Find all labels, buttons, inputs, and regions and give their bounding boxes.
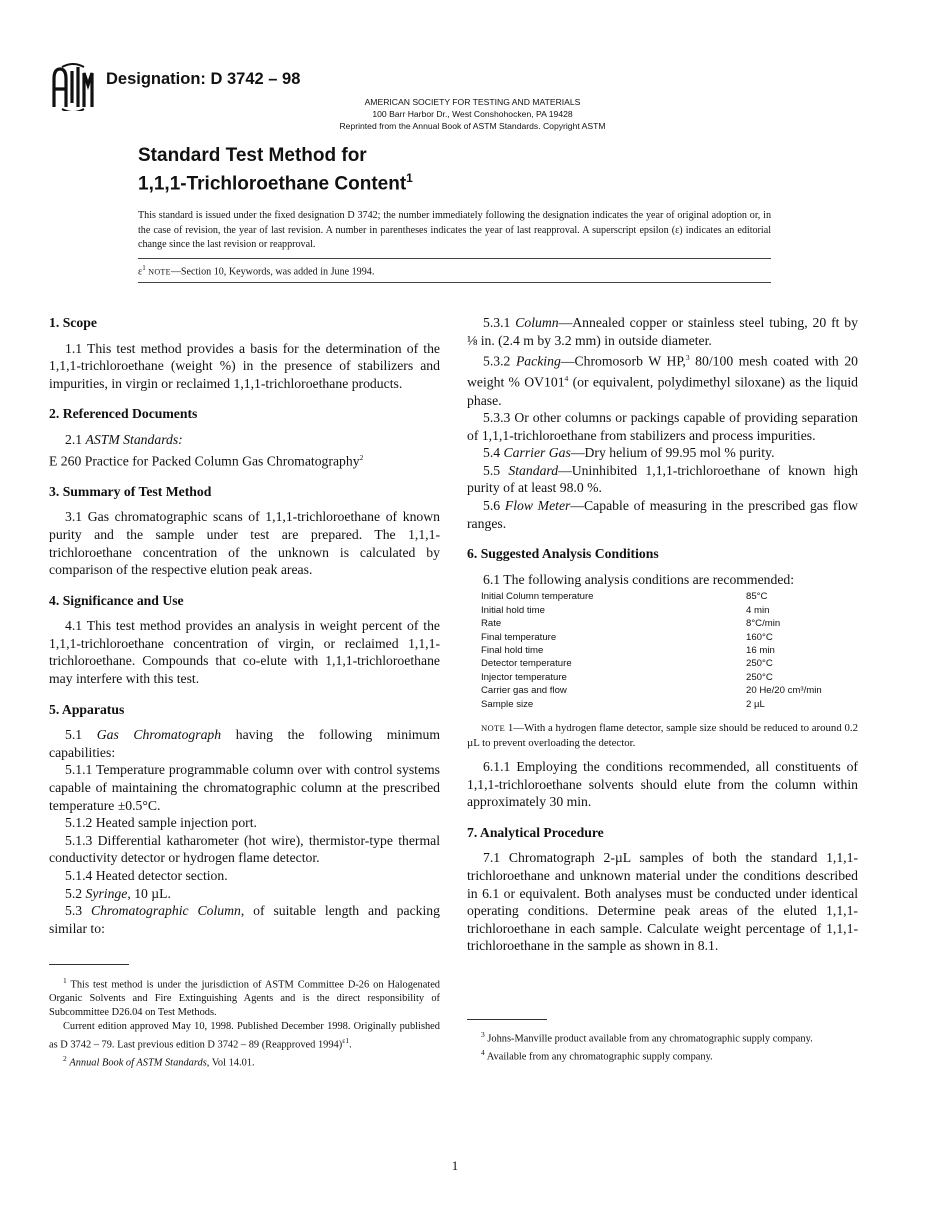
paragraph: 5.3.1 Column—Annealed copper or stainless steel tubing, 20 ft by ⅛ in. (2.4 m by 3.2 mm) in outside diameter. [467,315,858,348]
condition-value: 16 min [746,645,775,657]
title-line-1: Standard Test Method for [138,145,367,166]
footnote: Current edition approved May 10, 1998. Published December 1998. Originally published as D 3742 – 79. Last previous edition D 3742 – 89 (Reapproved 1994)$^{\varepsilon 1}$. [49,1020,440,1051]
title-line-2: 1,1,1-Trichloroethane Content [138,173,407,195]
paragraph: 5.1 Gas Chromatograph having the following minimum capabilities: [49,727,441,760]
paragraph: 3.1 Gas chromatographic scans of 1,1,1-trichloroethane of known purity and the sample under test are prepared. The 1,1,1-trichloroethane concentration of the unknown is calculated by comparison of the respective elution peak areas. [49,509,440,578]
condition-row [481,684,822,697]
paragraph: 5.3.3 Or other columns or packings capable of providing separation of 1,1,1-trichloroethane from stabilizers and process impurities. [467,410,858,443]
condition-name: Initial hold time [481,604,545,616]
condition-row [481,657,822,670]
paragraph: 5.3.2 Packing—Chromosorb W HP,$^3$ 80/100 mesh coated with 20 weight % $OV101^4$ (or equivalent, polydimethyl siloxane) as the liquid phase. [467,353,859,408]
org-address: 100 Barr Harbor Dr., West Conshohocken, PA 19428 [372,109,573,119]
section-heading: 7. Analytical Procedure [467,824,604,840]
condition-name: Final temperature [481,631,557,643]
condition-row [481,671,822,684]
paragraph: 5.2 Syringe, 10 µL. [65,885,171,901]
page-number: 1 [451,1158,459,1173]
condition-row [481,698,822,711]
title-footnote-ref: 1 [406,171,413,185]
condition-name: Initial Column temperature [481,591,594,603]
condition-value: 20 He/20 cm³/min [746,685,822,697]
right-column [467,314,858,955]
condition-row [481,604,822,617]
note-1: NOTE 1—With a hydrogen flame detector, sample size should be reduced to around 0.2 µL to prevent overloading the detector. [467,722,858,749]
paragraph: 7.1 Chromatograph 2-µL samples of both the standard 1,1,1-trichloroethane and unknown material under the conditions described in 6.1 or equivalent. Both analyses must be conducted under identical operating conditions. Determine peak areas of the eluted 1,1,1-trichloroethane in each sample. Calculate weight percentage of 1,1,1-trichloroethane in the sample as shown in 8.1. [467,850,858,954]
condition-row [481,631,822,644]
divider [138,258,771,259]
condition-row [481,644,822,657]
paragraph: 5.1.3 Differential katharometer (hot wire), thermistor-type thermal conductivity detector or hydrogen flame detector. [49,832,440,866]
paragraph: 6.1 The following analysis conditions are recommended: [483,571,795,587]
paragraph: 5.1.1 Temperature programmable column over with control systems capable of maintaining the chromatographic column at the prescribed temperature ±0.5°C. [49,762,440,813]
condition-name: Sample size [481,698,534,710]
condition-name: Rate [481,618,502,630]
condition-row [481,590,822,603]
paragraph: 6.1.1 Employing the conditions recommended, all constituents of 1,1,1-trichloroethane solvents should elute from the column within approximately 30 min. [467,759,858,810]
footnote: $^3$ Johns-Manville product available from any chromatographic supply company. [481,1030,813,1045]
condition-value: 250°C [746,658,773,670]
section-heading: 4. Significance and Use [49,592,184,608]
analysis-conditions-table [481,590,822,711]
footnote: $^4$ Available from any chromatographic supply company. [481,1048,713,1063]
condition-value: 160°C [746,631,773,643]
paragraph: 4.1 This test method provides an analysis in weight percent of the 1,1,1-trichloroethane concentration of virgin, or reclaimed 1,1,1-trichloroethane. Compounds that co-elute with 1,1,1-trichloroethane may interfere with this test. [49,618,440,687]
condition-name: Final hold time [481,645,544,657]
section-heading: 3. Summary of Test Method [49,483,212,499]
document-title [138,144,413,195]
reprint-notice: Reprinted from the Annual Book of ASTM Standards. Copyright ASTM [339,121,606,131]
condition-value: 4 min [746,604,770,616]
section-heading: 2. Referenced Documents [49,406,198,422]
epsilon-note: $\varepsilon^1$ NOTE—Section 10, Keywords, was added in June 1994. [138,264,375,278]
paragraph: 5.1.2 Heated sample injection port. [65,815,257,831]
standard-intro: This standard is issued under the fixed designation D 3742; the number immediately following the designation indicates the year of original adoption or, in the case of revision, the year of last revision. A number in parentheses indicates the year of last reapproval. A superscript epsilon (ε) indicates an editorial change since the last revision or reapproval. [138,210,771,250]
paragraph: 5.1.4 Heated detector section. [65,868,228,883]
footnotes-right [467,1019,858,1065]
section-heading: 1. Scope [49,315,97,330]
condition-name: Carrier gas and flow [481,685,567,697]
paragraph: 5.4 Carrier Gas—Dry helium of 99.95 mol % purity. [483,445,775,461]
footnotes-left [49,964,440,1070]
publisher-info [0,96,945,132]
section-heading: 5. Apparatus [49,701,125,717]
paragraph: 1.1 This test method provides a basis for the determination of the 1,1,1-trichloroethane (weight %) in the presence of stabilizers and impurities, in virgin or reclaimed 1,1,1-trichloroethane products. [49,340,440,391]
paragraph: 2.1 ASTM Standards: [65,431,183,447]
footnote: $^2$ Annual Book of ASTM Standards, Vol 14.01. [63,1053,255,1069]
paragraph: 5.3 Chromatographic Column, of suitable length and packing similar to: [49,903,440,936]
left-column [49,314,440,937]
divider [138,282,771,283]
org-name: AMERICAN SOCIETY FOR TESTING AND MATERIALS [364,97,581,107]
footnote: $^1$ This test method is under the jurisdiction of ASTM Committee D-26 on Halogenated Organic Solvents and Fire Extinguishing Agents and is the direct responsibility of Subcommittee D26.04 on Test Methods. [49,976,440,1019]
condition-row [481,617,822,630]
designation: Designation: D 3742 – 98 [106,70,301,88]
condition-value: 2 µL [746,698,765,710]
section-heading: 6. Suggested Analysis Conditions [467,546,659,562]
condition-value: 250°C [746,671,773,683]
paragraph: 5.5 Standard—Uninhibited 1,1,1-trichloroethane of known high purity of at least 98.0 %. [467,462,859,496]
condition-value: 85°C [746,591,768,603]
condition-value: 8°C/min [746,618,781,630]
condition-name: Detector temperature [481,658,572,670]
paragraph: 5.6 Flow Meter—Capable of measuring in the prescribed gas flow ranges. [467,498,858,531]
reference-item: E 260 Practice for Packed Column Gas Chromatography$^2$ [49,452,364,469]
condition-name: Injector temperature [481,671,567,683]
